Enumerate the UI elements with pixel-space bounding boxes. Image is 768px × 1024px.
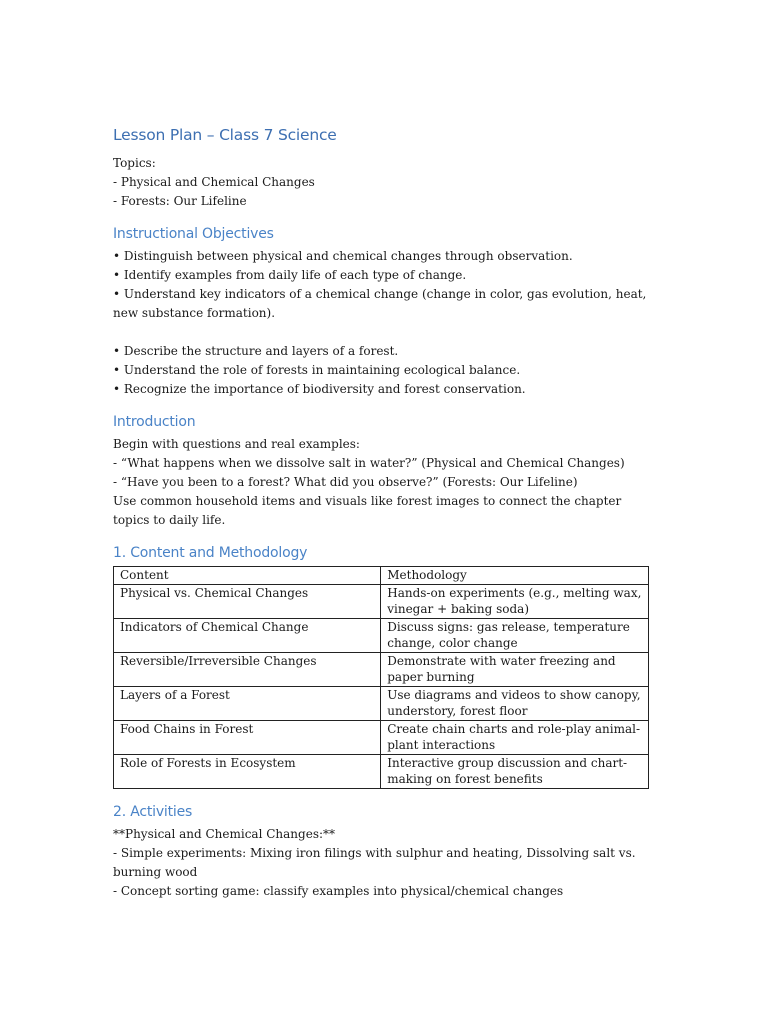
table-cell-methodology: Interactive group discussion and chart-making on forest benefits: [381, 754, 649, 788]
table-cell-content: Indicators of Chemical Change: [114, 618, 381, 652]
table-header-cell: Content: [114, 567, 381, 585]
table-cell-content: Role of Forests in Ecosystem: [114, 754, 381, 788]
intro-line: - “Have you been to a forest? What did you observe?” (Forests: Our Lifeline): [113, 475, 578, 489]
table-cell-methodology: Discuss signs: gas release, temperature change, color change: [381, 618, 649, 652]
document-page: [113, 124, 673, 901]
objectives-heading: Instructional Objectives: [113, 226, 274, 242]
table-row: [114, 618, 649, 652]
activities-heading: 2. Activities: [113, 803, 193, 820]
content-methodology-heading: 1. Content and Methodology: [113, 545, 308, 561]
content-methodology-table: [113, 566, 649, 789]
objective-item: • Understand the role of forests in maintaining ecological balance.: [113, 363, 521, 377]
table-cell-content: Physical vs. Chemical Changes: [114, 584, 381, 618]
table-row: [114, 652, 649, 686]
objective-item: • Identify examples from daily life of each type of change.: [113, 268, 467, 282]
table-cell-methodology: Create chain charts and role-play animal-plant interactions: [381, 720, 649, 754]
table-row: [114, 584, 649, 618]
table-cell-content: Layers of a Forest: [114, 686, 381, 720]
topic-item: - Physical and Chemical Changes: [113, 175, 315, 189]
topic-item: - Forests: Our Lifeline: [113, 194, 247, 208]
table-row: [114, 686, 649, 720]
activity-item: - Concept sorting game: classify examples into physical/chemical changes: [113, 883, 564, 898]
intro-line: Begin with questions and real examples:: [113, 437, 360, 451]
intro-paragraph: Use common household items and visuals like forest images to connect the chapter topics to daily life.: [113, 494, 622, 527]
activities-subheading: **Physical and Chemical Changes:**: [113, 826, 336, 841]
table-cell-content: Reversible/Irreversible Changes: [114, 652, 381, 686]
table-cell-methodology: Use diagrams and videos to show canopy, understory, forest floor: [381, 686, 649, 720]
objective-item: • Recognize the importance of biodiversity and forest conservation.: [113, 382, 526, 396]
introduction-heading: Introduction: [113, 414, 196, 430]
intro-line: - “What happens when we dissolve salt in water?” (Physical and Chemical Changes): [113, 456, 625, 470]
table-row: [114, 754, 649, 788]
table-cell-content: Food Chains in Forest: [114, 720, 381, 754]
objective-item: • Describe the structure and layers of a forest.: [113, 344, 399, 358]
activity-item: - Simple experiments: Mixing iron filings with sulphur and heating, Dissolving salt vs. burning wood: [113, 845, 636, 879]
page-title: Lesson Plan – Class 7 Science: [113, 126, 337, 144]
table-row: [114, 720, 649, 754]
table-cell-methodology: Demonstrate with water freezing and paper burning: [381, 652, 649, 686]
objective-item: • Distinguish between physical and chemical changes through observation.: [113, 249, 573, 263]
objective-item: • Understand key indicators of a chemical change (change in color, gas evolution, heat, new substance formation).: [113, 287, 647, 320]
topics-label: Topics:: [113, 156, 156, 170]
table-cell-methodology: Hands-on experiments (e.g., melting wax, vinegar + baking soda): [381, 584, 649, 618]
table-header-cell: Methodology: [381, 567, 649, 585]
table-header-row: [114, 567, 649, 585]
